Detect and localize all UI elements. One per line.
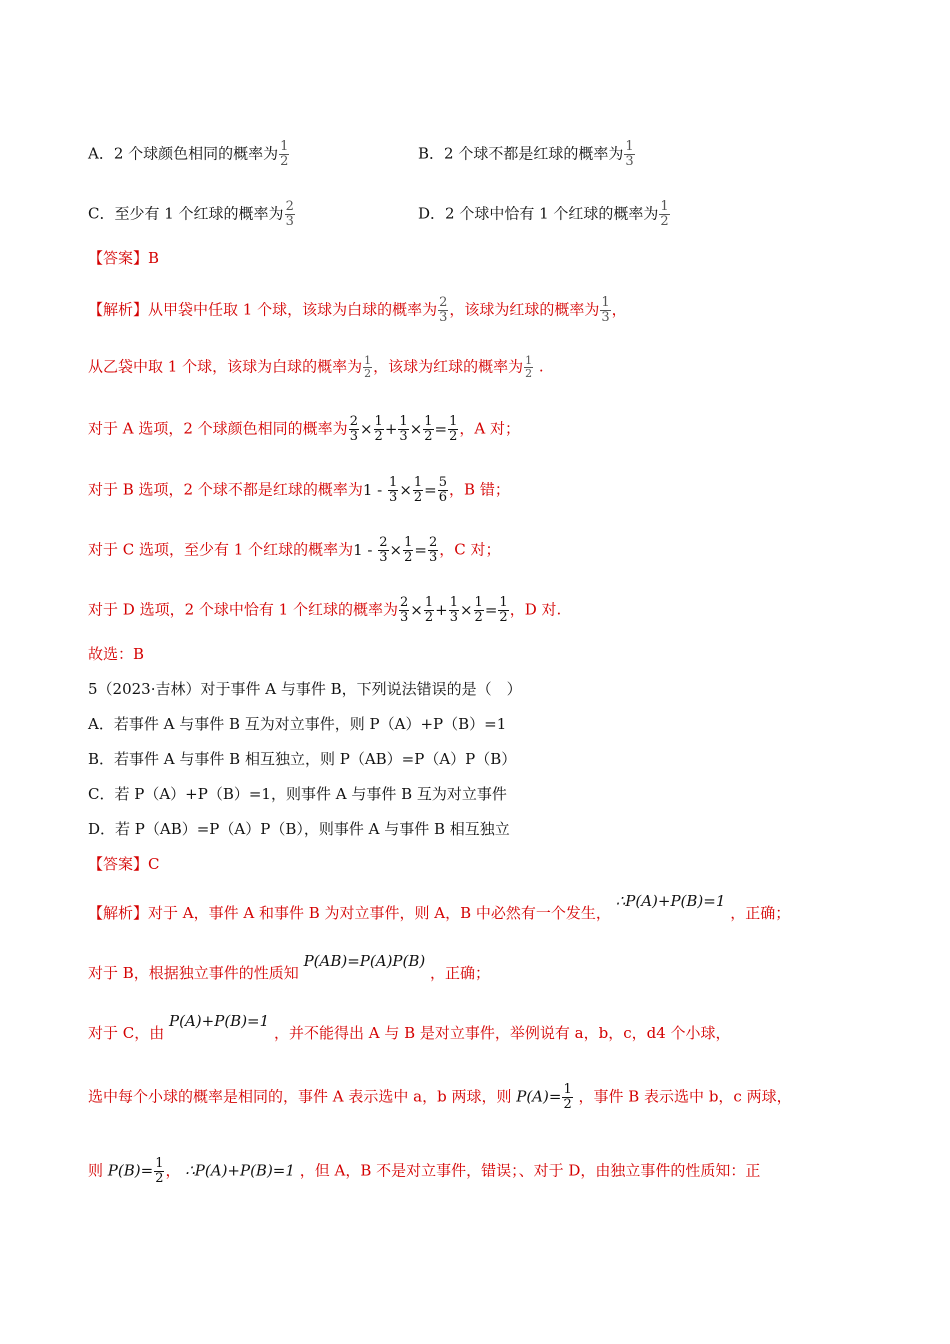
option-b: B．若事件 A 与事件 B 相互独立，则 P（AB）=P（A）P（B） (88, 750, 517, 768)
explanation-line: 对于 C 选项，至少有 1 个红球的概率为1 - $\frac{2}{3}$ × $\frac{1}{2}$ = $\frac{2}{3}$ ，C 对； (88, 535, 501, 565)
fraction: $\frac{1}{2}$ (280, 139, 289, 169)
explanation-line: 从乙袋中取 1 个球，该球为白球的概率为 $\frac{1}{2}$ ，该球为红球的概率为 $\frac{1}{2}$ . (88, 354, 544, 380)
option-a: A．2 个球颜色相同的概率为 $\frac{1}{2}$ (88, 139, 289, 169)
formula: P(AB)=P(A)P(B) (303, 952, 426, 970)
explanation-line: 选中每个小球的概率是相同的，事件 A 表示选中 a，b 两球，则 P(A)= $\frac{1}{2}$ ，事件 B 表示选中 b，c 两球， (88, 1082, 792, 1112)
formula: ∴P(A)+P(B)=1 (615, 892, 726, 910)
option-c: C．若 P（A）+P（B）=1，则事件 A 与事件 B 互为对立事件 (88, 785, 507, 803)
fraction: $\frac{1}{2}$ (660, 199, 669, 229)
question-stem: 5（2023·吉林）对于事件 A 与事件 B，下列说法错误的是（ ） (88, 680, 522, 698)
option-a: A．若事件 A 与事件 B 互为对立事件，则 P（A）+P（B）=1 (88, 715, 507, 733)
explanation-line: 对于 C，由 P(A)+P(B)=1 ，并不能得出 A 与 B 是对立事件，举例说有 a，b，c，d4 个小球， (88, 1012, 731, 1042)
option-d: D．若 P（AB）=P（A）P（B），则事件 A 与事件 B 相互独立 (88, 820, 510, 838)
formula: P(A)+P(B)=1 (169, 1012, 270, 1030)
explanation-line: 对于 B 选项，2 个球不都是红球的概率为1 - $\frac{1}{3}$ × $\frac{1}{2}$ = $\frac{5}{6}$ ，B 错； (88, 475, 510, 505)
formula: P(B)= (107, 1161, 154, 1180)
answer: 【答案】C (88, 855, 160, 873)
option-c: C．至少有 1 个红球的概率为 $\frac{2}{3}$ (88, 199, 294, 229)
explanation-line: 对于 D 选项，2 个球中恰有 1 个红球的概率为 $\frac{2}{3}$ × $\frac{1}{2}$ + $\frac{1}{3}$ × $\frac{1}{2}$ = $\frac{1}{2}$ ，D 对. (88, 595, 562, 625)
explanation-line: 【解析】从甲袋中任取 1 个球，该球为白球的概率为 $\frac{2}{3}$ ，该球为红球的概率为 $\frac{1}{3}$ ， (88, 295, 627, 325)
explanation-line: 对于 B，根据独立事件的性质知 P(AB)=P(A)P(B) ，正确； (88, 952, 491, 982)
explanation-line: 对于 A 选项，2 个球颜色相同的概率为 $\frac{2}{3}$ × $\frac{1}{2}$ + $\frac{1}{3}$ × $\frac{1}{2}$ = $\frac{1}{2}$ ，A 对； (88, 414, 521, 444)
fraction: $\frac{2}{3}$ (285, 199, 294, 229)
formula: ∴P(A)+P(B)=1 (185, 1161, 295, 1180)
explanation-line: 【解析】对于 A，事件 A 和事件 B 为对立事件，则 A，B 中必然有一个发生， ∴P(A)+P(B)=1 ，正确； (88, 892, 791, 922)
answer: 【答案】B (88, 249, 160, 267)
choose-line: 故选：B (88, 645, 145, 663)
option-b: B．2 个球不都是红球的概率为 $\frac{1}{3}$ (418, 139, 634, 169)
explanation-line: 则 P(B)= $\frac{1}{2}$ ， ∴P(A)+P(B)=1 ，但 A，B 不是对立事件，错误；、对于 D，由独立事件的性质知：正 (88, 1156, 761, 1186)
fraction: $\frac{1}{3}$ (625, 139, 634, 169)
option-d: D．2 个球中恰有 1 个红球的概率为 $\frac{1}{2}$ (418, 199, 669, 229)
formula: P(A)= (516, 1087, 562, 1106)
